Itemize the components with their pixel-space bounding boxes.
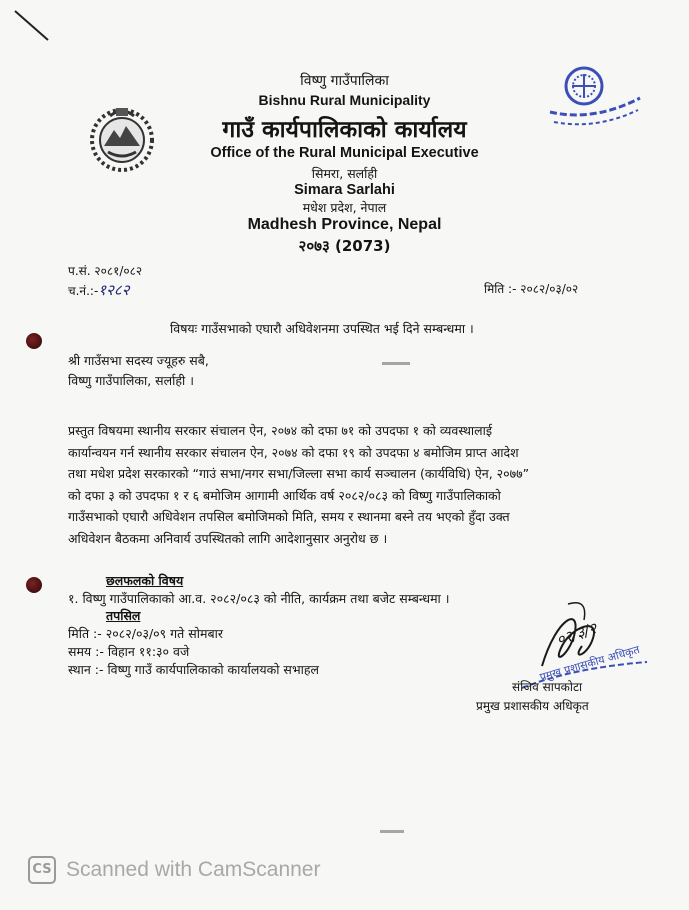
official-stamp-text: प्रमुख प्रशासकीय अधिकृत bbox=[538, 643, 642, 684]
province-np: मधेश प्रदेश, नेपाल bbox=[302, 200, 387, 215]
municipality-name-en: Bishnu Rural Municipality bbox=[258, 92, 431, 108]
province-en: Madhesh Province, Nepal bbox=[247, 216, 442, 233]
scan-smudge bbox=[380, 830, 404, 833]
punch-hole bbox=[26, 333, 42, 349]
schedule-date: मिति :- २०८२/०३/०९ गते सोमबार bbox=[68, 626, 223, 641]
scan-smudge bbox=[382, 362, 410, 365]
recipient-line-2: विष्णु गाउँपालिका, सर्लाही । bbox=[68, 373, 194, 388]
body-line: गाउँसभाको एघारौ अधिवेशन तपसिल बमोजिमको मिति, समय र स्थानमा बस्ने तय भएको हुँदा उक्त bbox=[68, 509, 510, 524]
letter-date: मिति :- २०८२/०३/०२ bbox=[484, 282, 579, 296]
place-np: सिमरा, सर्लाही bbox=[311, 166, 378, 181]
schedule-place: स्थान :- विष्णु गाउँ कार्यपालिकाको कार्यालयको सभाहल bbox=[68, 662, 320, 677]
signatory-title: प्रमुख प्रशासकीय अधिकृत bbox=[476, 699, 589, 713]
schedule-heading: तपसिल bbox=[106, 608, 141, 623]
camscanner-logo-icon: CS bbox=[28, 856, 56, 884]
punch-hole bbox=[26, 577, 42, 593]
body-line: को दफा ३ को उपदफा १ र ६ बमोजिम आगामी आर्थिक वर्ष २०८२/०८३ को विष्णु गाउँपालिकाको bbox=[68, 487, 501, 503]
body-line: तथा मधेश प्रदेश सरकारको “गाउं सभा/नगर सभा/जिल्ला सभा कार्य सञ्चालन (कार्यविधि) ऐन, २०७७” bbox=[68, 466, 530, 481]
agenda-item-1: १. विष्णु गाउँपालिकाको आ.व. २०८२/०८३ को नीति, कार्यक्रम तथा बजेट सम्बन्धमा । bbox=[68, 591, 450, 606]
signature-date: ०२/३/२ bbox=[554, 619, 600, 649]
camscanner-watermark: Scanned with CamScanner bbox=[66, 858, 321, 881]
place-en: Simara Sarlahi bbox=[294, 182, 395, 198]
corner-pen-mark bbox=[12, 8, 52, 44]
letter-subject: विषयः गाउँसभाको एघारौ अधिवेशनमा उपस्थित भई दिने सम्बन्धमा । bbox=[170, 321, 474, 336]
letter-body bbox=[68, 420, 529, 549]
letter-ref-chn bbox=[68, 280, 130, 300]
body-line: कार्यान्वयन गर्न स्थानीय सरकार संचालन ऐन, २०७४ को दफा १९ को उपदफा ४ बमोजिम प्राप्त आदेश bbox=[68, 444, 519, 460]
office-name-en: Office of the Rural Municipal Executive bbox=[210, 145, 479, 161]
chn-handwritten-value: १२८२ bbox=[98, 281, 130, 299]
schedule-time: समय :- विहान ११:३० वजे bbox=[68, 644, 190, 659]
chn-label: च.नं.:- bbox=[68, 284, 99, 298]
body-line: प्रस्तुत विषयमा स्थानीय सरकार संचालन ऐन, २०७४ को दफा ७१ को उपदफा १ को व्यवस्थालाई bbox=[68, 423, 493, 438]
letter-ref-ps: प.सं. २०८१/०८२ bbox=[68, 264, 143, 278]
body-line: अधिवेशन बैठकमा अनिवार्य उपस्थितको लागि आदेशानुसार अनुरोध छ । bbox=[68, 530, 388, 546]
agenda-heading: छलफलको विषय bbox=[106, 573, 184, 588]
municipality-name-np: विष्णु गाउँपालिका bbox=[300, 73, 389, 89]
established-year: २०७३ (2073) bbox=[298, 237, 391, 255]
signatory-name: संजिव सापकोटा bbox=[512, 680, 583, 694]
office-name-np: गाउँ कार्यपालिकाको कार्यालय bbox=[222, 117, 467, 143]
recipient-line-1: श्री गाउँसभा सदस्य ज्यूहरु सबै, bbox=[68, 353, 209, 368]
